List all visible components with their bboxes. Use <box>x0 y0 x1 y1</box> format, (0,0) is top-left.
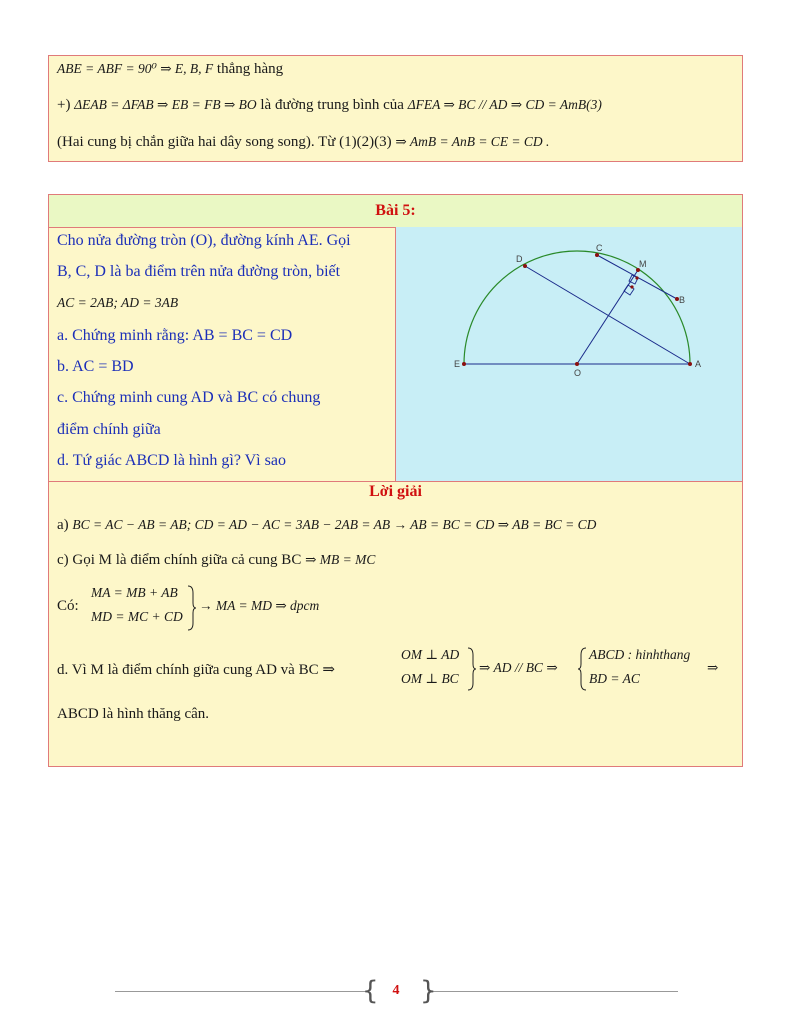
problem-5-table <box>48 194 743 767</box>
prev-bullet: +) <box>57 97 71 113</box>
solution-co-line-2: MD = MC + CD <box>91 609 183 624</box>
label-m: M <box>639 259 647 269</box>
question-c-line-2: điểm chính giữa <box>57 421 161 438</box>
segment-da <box>525 266 690 364</box>
solution-co-result: → MA = MD ⇒ dpcm <box>199 598 320 613</box>
solution-co-line-1: MA = MB + AB <box>91 585 178 600</box>
semicircle-figure <box>396 227 742 481</box>
solution-d-cond-2: OM ⊥ BC <box>401 671 459 686</box>
problem-title: Bài 5: <box>49 195 742 228</box>
solution-a-math: BC = AC − AB = AB; CD = AD − AC = 3AB − 2AB = AB → AB = BC = CD ⇒ AB = BC = CD <box>72 517 597 532</box>
solution-co-label: Có: <box>57 598 79 614</box>
page-bracket-left: { <box>362 976 379 1006</box>
point-c <box>595 253 599 257</box>
prev-math-1: ABE = ABF = 90⁰ ⇒ E, B, F <box>57 61 214 76</box>
point-d <box>523 264 527 268</box>
prev-math-3: ⇒ AmB = AnB = CE = CD . <box>395 134 550 149</box>
solution-c-text: c) Gọi M là điểm chính giữa cả cung BC <box>57 552 302 568</box>
figure-panel <box>396 227 742 481</box>
solution-d-result-1: ABCD : hinhthang <box>589 647 691 662</box>
label-d: D <box>516 254 523 264</box>
label-e: E <box>454 359 461 369</box>
right-brace-2 <box>467 647 477 691</box>
footer-rule-right <box>428 991 678 992</box>
solution-d-cond-1: OM ⊥ AD <box>401 647 460 662</box>
solution-d-result-2: BD = AC <box>589 671 640 686</box>
prev-line-3 <box>57 134 549 151</box>
problem-statement <box>49 227 396 481</box>
solution-a-label: a) <box>57 517 69 533</box>
solution-a <box>57 517 596 534</box>
solution-conclusion: ABCD là hình thăng cân. <box>57 706 210 722</box>
semicircle-arc <box>464 251 690 364</box>
label-o: O <box>574 368 582 378</box>
footer-rule-left <box>115 991 367 992</box>
left-brace <box>577 647 587 691</box>
foot-point-1 <box>630 285 633 288</box>
prev-text-2: là đường trung bình của <box>260 97 404 113</box>
solution-d-mid: ⇒ AD // BC ⇒ <box>479 660 558 675</box>
prev-math-2b: ΔFEA ⇒ BC // AD ⇒ CD = AmB(3) <box>407 97 602 112</box>
previous-solution-box <box>48 55 743 162</box>
prev-text-1: thẳng hàng <box>216 61 284 77</box>
solution-divider <box>49 481 742 482</box>
prev-line-2 <box>57 97 602 114</box>
segment-om <box>577 270 638 364</box>
question-c-line-1: c. Chứng minh cung AD và BC có chung <box>57 389 321 406</box>
question-a: a. Chứng minh rằng: AB = BC = CD <box>57 327 293 344</box>
label-a: A <box>695 359 702 369</box>
solution-c-math: ⇒ MB = MC <box>305 552 376 567</box>
point-o <box>575 362 579 366</box>
point-a <box>688 362 692 366</box>
prev-line-1 <box>57 61 283 78</box>
foot-point-2 <box>635 276 638 279</box>
statement-given: AC = 2AB; AD = 3AB <box>57 295 179 310</box>
label-b: B <box>679 295 686 305</box>
point-e <box>462 362 466 366</box>
statement-line-1: Cho nửa đường tròn (O), đường kính AE. Gọi <box>57 232 351 249</box>
page-bracket-right: } <box>420 976 437 1006</box>
solution-d-end: ⇒ <box>707 660 719 675</box>
prev-math-2: ΔEAB = ΔFAB ⇒ EB = FB ⇒ BO <box>74 97 257 112</box>
solution-c <box>57 552 375 569</box>
solution-d-text: d. Vì M là điểm chính giữa cung AD và BC ⇒ <box>57 662 335 678</box>
solution-d <box>57 647 737 693</box>
question-d: d. Tứ giác ABCD là hình gì? Vì sao <box>57 452 286 469</box>
statement-line-2: B, C, D là ba điểm trên nửa đường tròn, biết <box>57 263 341 280</box>
prev-text-3: (Hai cung bị chắn giữa hai dây song song). Từ (1)(2)(3) <box>57 134 392 150</box>
question-b: b. AC = BD <box>57 358 134 375</box>
label-c: C <box>596 243 603 253</box>
right-brace <box>187 585 197 631</box>
page-number: 4 <box>392 983 400 998</box>
solution-title: Lời giải <box>369 483 422 500</box>
